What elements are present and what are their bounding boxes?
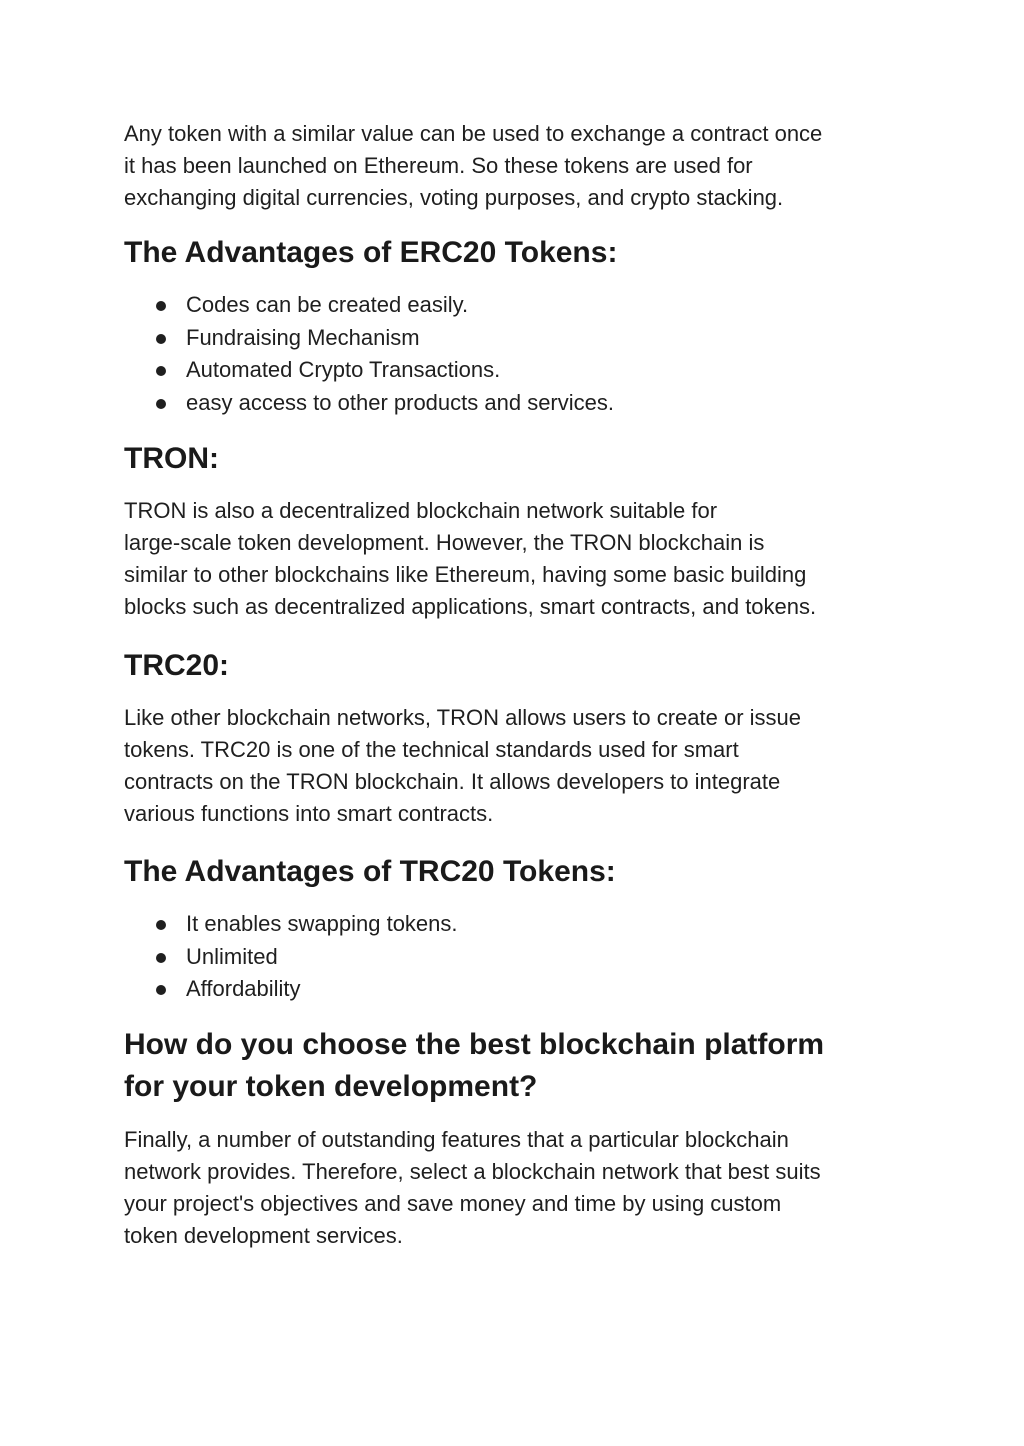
bullet-icon [156, 953, 166, 963]
choose-platform-heading: How do you choose the best blockchain platform for your token development? [124, 1027, 825, 1103]
bullet-icon [156, 399, 166, 409]
list-item: Unlimited [124, 941, 894, 974]
list-item: Automated Crypto Transactions. [124, 354, 894, 387]
bullet-icon [156, 334, 166, 344]
erc20-advantages-heading: The Advantages of ERC20 Tokens: [124, 236, 618, 269]
document-page [124, 118, 894, 1252]
list-item: Affordability [124, 973, 894, 1006]
list-item: easy access to other products and services. [124, 387, 894, 420]
erc20-advantages-list [124, 289, 894, 419]
choose-platform-paragraph: Finally, a number of outstanding features that a particular blockchain network provides. Therefore, select a blockchain network that best suits your project's objectives and save money and time by using custom token development services. [124, 1126, 821, 1248]
tron-paragraph: TRON is also a decentralized blockchain network suitable for large-scale token development. However, the TRON blockchain is similar to other blockchains like Ethereum, having some basic building blocks such as decentralized applications, smart contracts, and tokens. [124, 498, 817, 619]
trc20-heading: TRC20: [124, 649, 230, 682]
bullet-icon [156, 301, 166, 311]
trc20-paragraph: Like other blockchain networks, TRON allows users to create or issue tokens. TRC20 is one of the technical standards used for smart contracts on the TRON blockchain. It allows developers to integrate various functions into smart contracts. [124, 705, 801, 826]
list-item: It enables swapping tokens. [124, 908, 894, 941]
bullet-icon [156, 366, 166, 376]
bullet-icon [156, 985, 166, 995]
list-item: Codes can be created easily. [124, 289, 894, 322]
trc20-advantages-list [124, 908, 894, 1006]
intro-paragraph: Any token with a similar value can be used to exchange a contract once it has been launched on Ethereum. So these tokens are used for exchanging digital currencies, voting purposes, and crypto stacking. [124, 121, 823, 210]
tron-heading: TRON: [124, 442, 219, 475]
trc20-advantages-heading: The Advantages of TRC20 Tokens: [124, 855, 616, 888]
bullet-icon [156, 920, 166, 930]
list-item: Fundraising Mechanism [124, 322, 894, 355]
